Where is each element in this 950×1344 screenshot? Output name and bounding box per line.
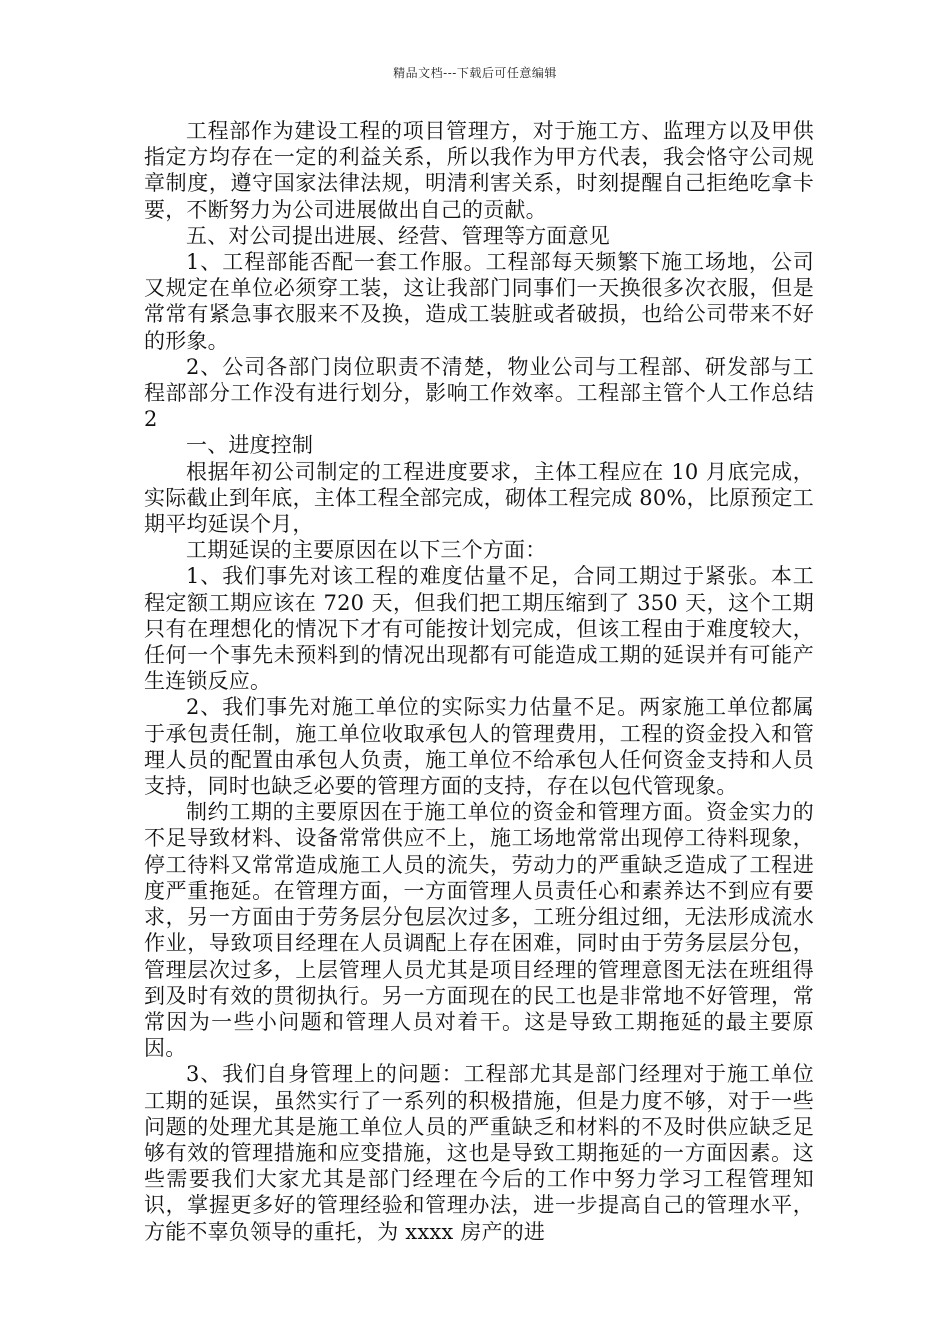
section-heading-suggestions: 五、对公司提出进展、经营、管理等方面意见 [186,223,610,248]
paragraph-delay-reason-1: 1、我们事先对该工程的难度估量不足，合同工期过于紧张。本工程定额工期应该在 720 天，但我们把工期压缩到了 350 天，这个工期只有在理想化的情况下才有可能按计划完成，但该工程由于难度较大，任何一个事先未预料到的情况出现都有可能造成工期的延误并有可能产生连锁反应。 [144,564,814,694]
paragraph-progress-status: 根据年初公司制定的工程进度要求，主体工程应在 10 月底完成，实际截止到年底，主体工程全部完成，砌体工程完成 80%，比原预定工期平均延误个月， [144,459,814,537]
paragraph-suggestion-job-duties: 2、公司各部门岗位职责不清楚，物业公司与工程部、研发部与工程部部分工作没有进行划分，影响工作效率。工程部主管个人工作总结 2 [144,354,814,432]
document-body [144,118,814,1245]
paragraph-delay-reason-3: 3、我们自身管理上的问题：工程部尤其是部门经理对于施工单位工期的延误，虽然实行了一系列的积极措施，但是力度不够，对于一些问题的处理尤其是施工单位人员的严重缺乏和材料的不及时供应缺乏足够有效的管理措施和应变措施，这也是导致工期拖延的一方面因素。这些需要我们大家尤其是部门经理在今后的工作中努力学习工程管理知识，掌握更多好的管理经验和管理办法，进一步提高自己的管理水平，方能不辜负领导的重托，为 xxxx 房产的进 [144,1062,814,1244]
paragraph-delay-reasons-intro: 工期延误的主要原因在以下三个方面： [186,538,547,563]
paragraph-main-constraints: 制约工期的主要原因在于施工单位的资金和管理方面。资金实力的不足导致材料、设备常常供应不上，施工场地常常出现停工待料现象，停工待料又常常造成施工人员的流失，劳动力的严重缺乏造成了工程进度严重拖延。在管理方面，一方面管理人员责任心和素养达不到应有要求，另一方面由于劳务层分包层次过多，工班分组过细，无法形成流水作业，导致项目经理在人员调配上存在困难，同时由于劳务层层分包，管理层次过多，上层管理人员尤其是项目经理的管理意图无法在班组得到及时有效的贯彻执行。另一方面现在的民工也是非常地不好管理，常常因为一些小问题和管理人员对着干。这是导致工期拖延的最主要原因。 [144,800,814,1061]
paragraph-suggestion-work-uniform: 1、工程部能否配一套工作服。工程部每天频繁下施工场地，公司又规定在单位必须穿工装，这让我部门同事们一天换很多次衣服，但是常常有紧急事衣服来不及换，造成工装脏或者破损，也给公司带来不好的形象。 [144,250,814,353]
page-header: 精品文档---下载后可任意编辑 [393,66,557,80]
paragraph-delay-reason-2: 2、我们事先对施工单位的实际实力估量不足。两家施工单位都属于承包责任制，施工单位收取承包人的管理费用，工程的资金投入和管理人员的配置由承包人负责，施工单位不给承包人任何资金支持和人员支持，同时也缺乏必要的管理方面的支持，存在以包代管现象。 [144,695,814,799]
section-heading-progress-control: 一、进度控制 [186,433,314,458]
paragraph-integrity-commitment: 工程部作为建设工程的项目管理方，对于施工方、监理方以及甲供指定方均存在一定的利益关系，所以我作为甲方代表，我会恪守公司规章制度，遵守国家法律法规，明清利害关系，时刻提醒自己拒绝吃拿卡要，不断努力为公司进展做出自己的贡献。 [144,119,814,222]
